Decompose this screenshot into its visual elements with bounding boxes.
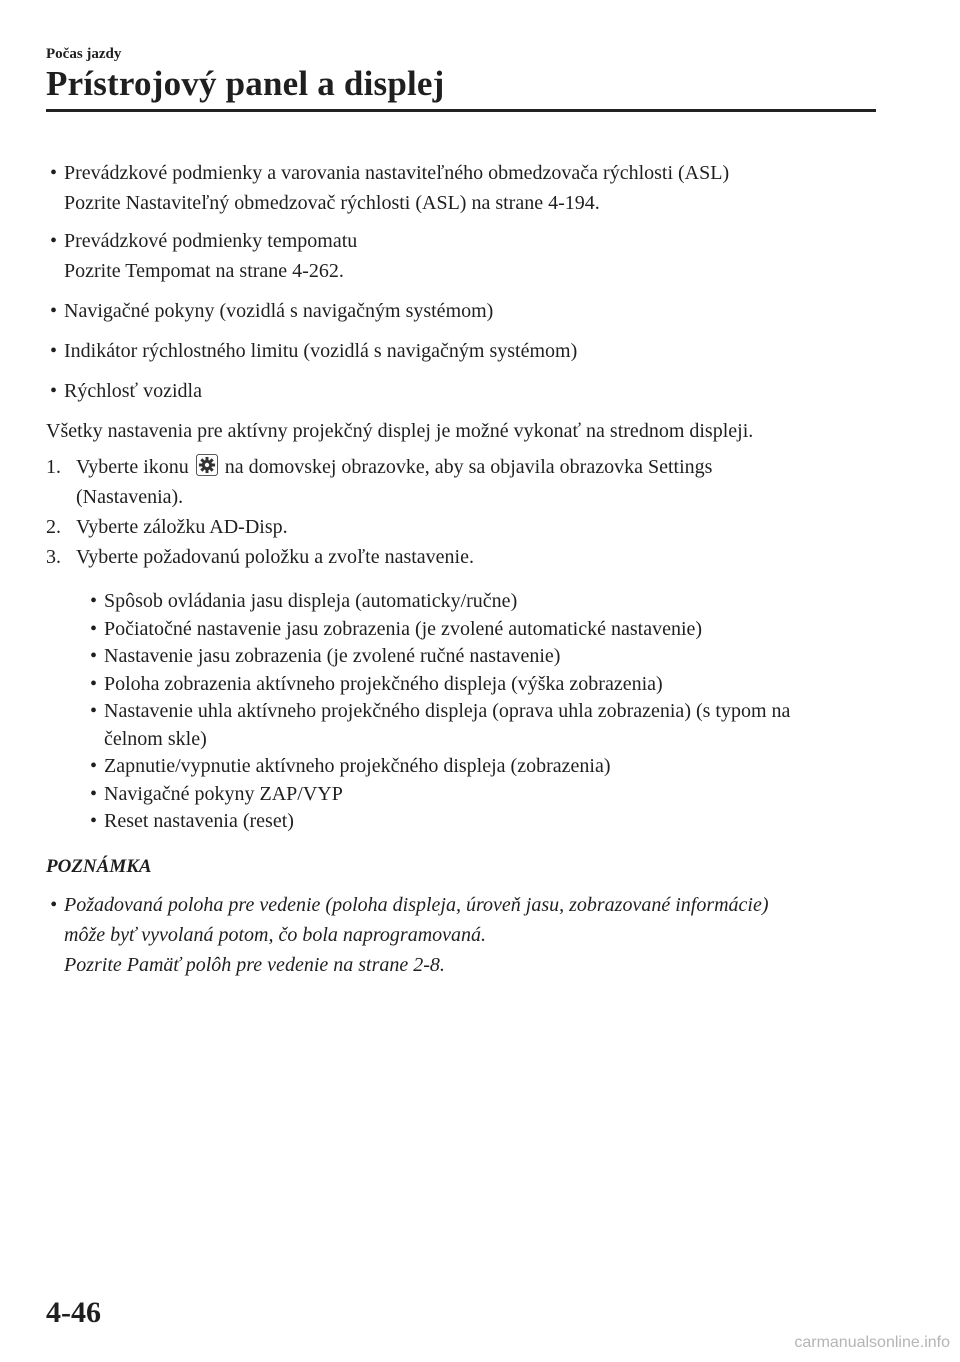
list-item [86,753,876,781]
bullet-dot: • [90,645,98,667]
settings-gear-icon [196,454,218,476]
watermark: carmanualsonline.info [794,1334,950,1351]
list-item [86,781,876,809]
list-item [86,588,876,616]
note-reference: Pozrite Pamäť polôh pre vedenie na strane 2-8. [64,953,445,976]
bullet-dot: • [50,230,58,252]
step-item [46,512,876,542]
note-heading: POZNÁMKA [46,855,152,877]
bullet-text: Nastavenie uhla aktívneho projekčného displeja (oprava uhla zobrazenia) (s typom na [104,700,791,722]
list-item [86,671,876,699]
steps-list [46,452,876,572]
settings-list [86,588,876,836]
bullet-text: Spôsob ovládania jasu displeja (automaticky/ručne) [104,590,518,612]
bullet-text: Rýchlosť vozidla [64,380,202,402]
bullet-text: Navigačné pokyny (vozidlá s navigačným systémom) [64,300,494,322]
bullet-dot: • [50,893,58,916]
list-item [86,808,876,836]
bullet-dot: • [50,300,58,322]
list-item [46,158,876,218]
chapter-label: Počas jazdy [46,46,122,62]
bullet-dot: • [90,617,98,640]
bullet-dot: • [90,672,98,695]
list-item [86,698,876,753]
bullet-text: Počiatočné nastavenie jasu zobrazenia (je zvolené automatické nastavenie) [104,617,703,640]
bullet-reference: Pozrite Nastaviteľný obmedzovač rýchlosti (ASL) na strane 4-194. [64,192,600,214]
bullet-dot: • [50,340,58,362]
bullet-reference: Pozrite Tempomat na strane 4-262. [64,260,344,282]
step-item [46,452,876,512]
list-item [46,336,876,366]
bullet-text: Nastavenie jasu zobrazenia (je zvolené ručné nastavenie) [104,645,561,667]
step-item [46,542,876,572]
note-text: Požadovaná poloha pre vedenie (poloha displeja, úroveň jasu, zobrazované informácie) [64,893,769,916]
title-rule [46,109,876,112]
note-text: môže byť vyvolaná potom, čo bola naprogramovaná. [64,923,487,946]
step-number: 1. [46,456,61,478]
bullet-dot: • [90,590,98,612]
bullet-dot: • [50,162,58,184]
intro-paragraph: Všetky nastavenia pre aktívny projekčný displej je možné vykonať na strednom displeji. [46,420,754,442]
bullet-text: Indikátor rýchlostného limitu (vozidlá s navigačným systémom) [64,340,578,362]
bullet-dot: • [90,700,98,722]
step-text: Vyberte záložku AD-Disp. [76,516,288,538]
step-text: Vyberte požadovanú položku a zvoľte nastavenie. [76,546,474,568]
step-text: (Nastavenia). [76,486,184,508]
list-item [46,226,876,286]
list-item [46,376,876,406]
list-item [46,296,876,326]
page-content [46,158,876,980]
step-text: na domovskej obrazovke, aby sa objavila obrazovka Settings [224,456,713,478]
bullet-text: Prevádzkové podmienky a varovania nastaviteľného obmedzovača rýchlosti (ASL) [64,162,730,184]
bullet-text: Reset nastavenia (reset) [104,810,294,832]
bullet-text: Zapnutie/vypnutie aktívneho projekčného displeja (zobrazenia) [104,755,611,777]
step-number: 3. [46,546,61,568]
bullet-text: Poloha zobrazenia aktívneho projekčného displeja (výška zobrazenia) [104,672,663,695]
step-number: 2. [46,516,61,538]
list-item [86,616,876,644]
bullet-dot: • [90,755,98,777]
bullet-dot: • [90,782,98,805]
list-item [86,643,876,671]
note-item [46,890,876,980]
step-text: Vyberte ikonu [76,456,189,478]
bullet-dot: • [50,380,58,402]
bullet-text: Navigačné pokyny ZAP/VYP [104,782,343,805]
bullet-dot: • [90,810,98,832]
bullet-text: čelnom skle) [104,727,207,750]
bullet-text: Prevádzkové podmienky tempomatu [64,230,358,252]
page-number: 4-46 [46,1296,101,1329]
page-title: Prístrojový panel a displej [46,64,445,103]
